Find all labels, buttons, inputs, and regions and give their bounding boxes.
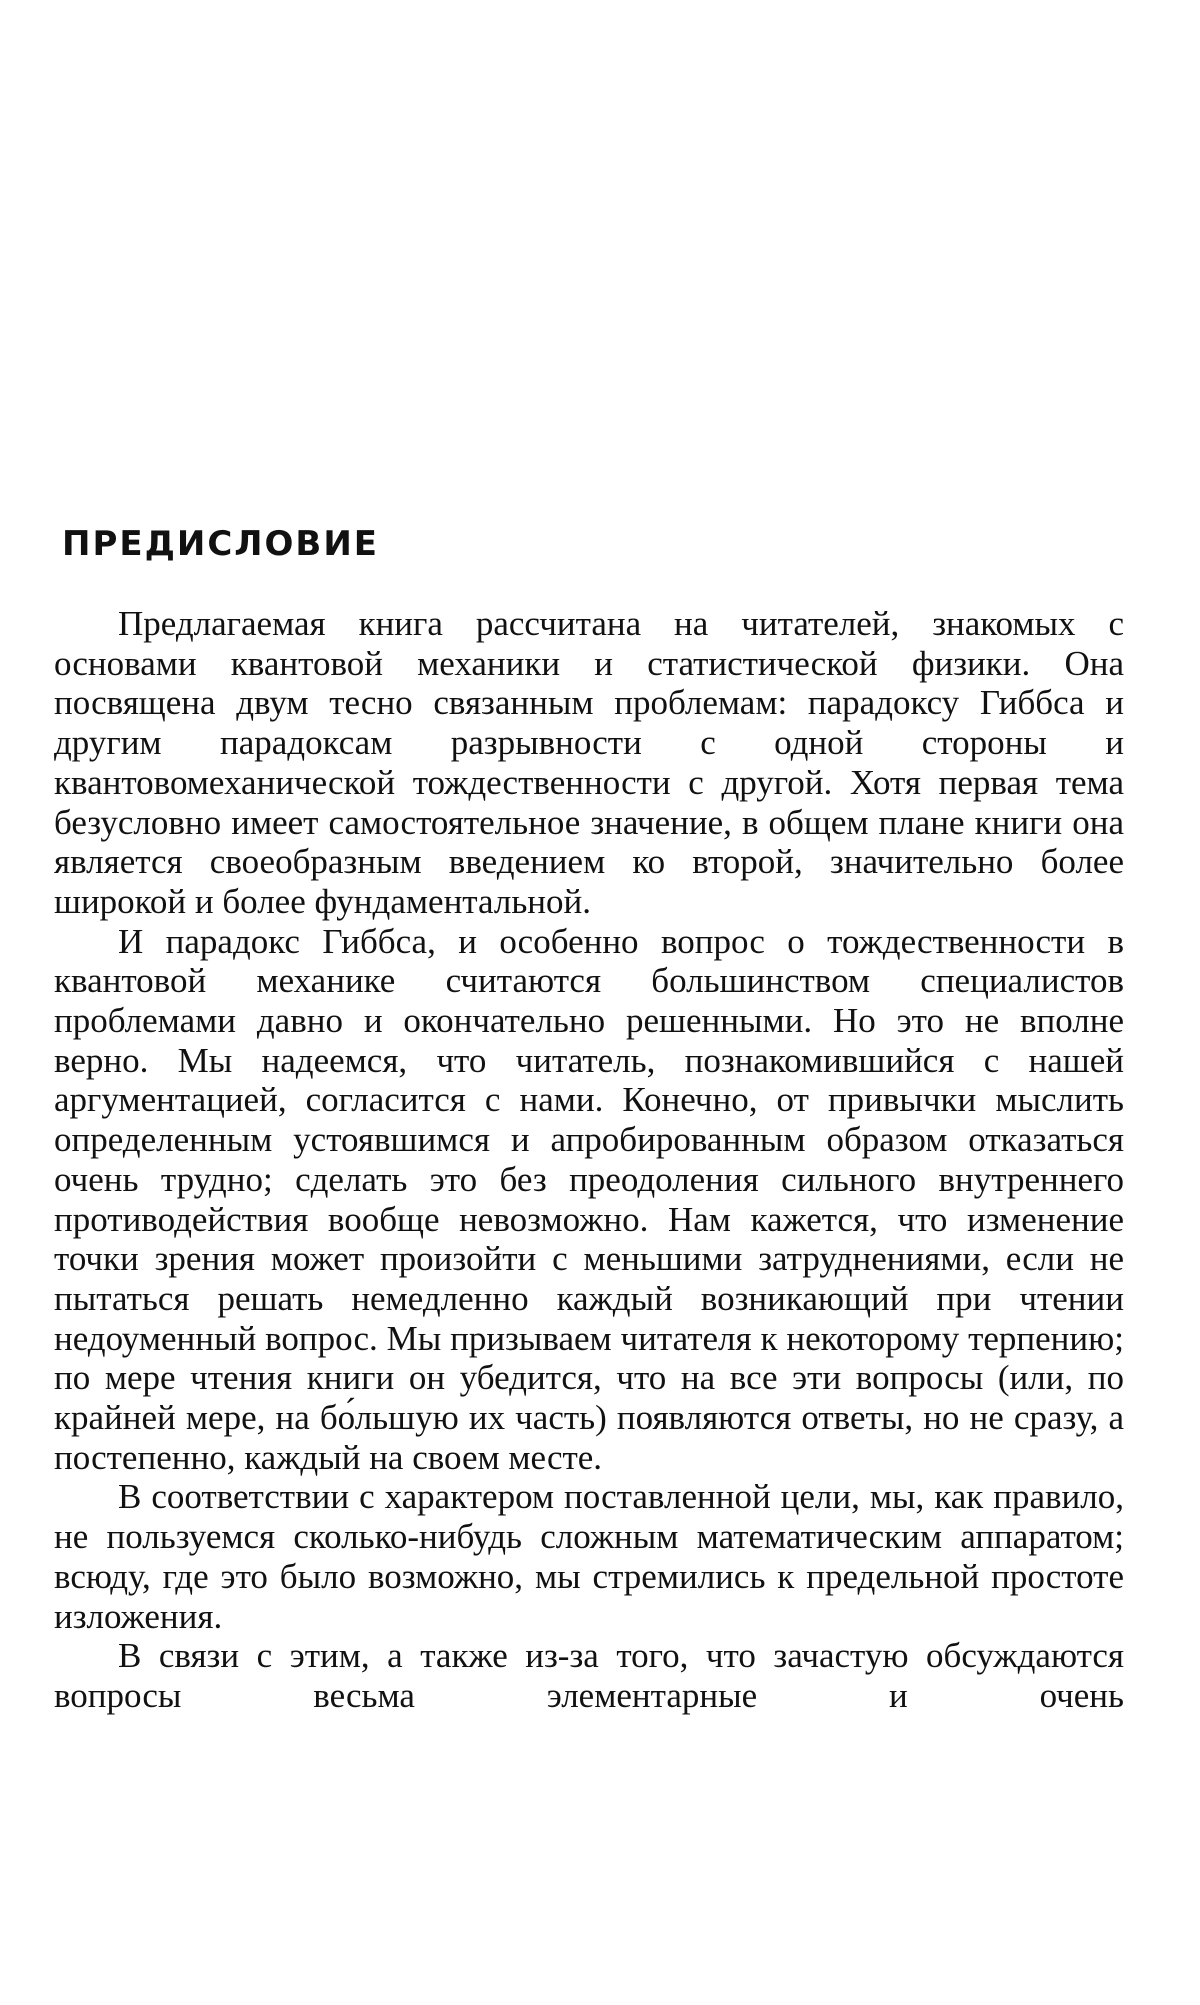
paragraph-3: В соответствии с характером поставленной цели, мы, как правило, не пользуемся сколько-нибудь сложным математическим аппаратом; всюду, где это было возможно, мы стремились к предельной простоте изложения. [54, 1477, 1124, 1636]
body-text [54, 604, 1124, 1716]
paragraph-2: И парадокс Гиббса, и особенно вопрос о тождественности в квантовой механике считаются большинством специалистов проблемами давно и окончательно решенными. Но это не вполне верно. Мы надеемся, что читатель, познакомившийся с нашей аргументацией, согласится с нами. Конечно, от привычки мыслить определенным устоявшимся и апробированным образом отказаться очень трудно; сделать это без преодоления сильного внутреннего противодействия вообще невозможно. Нам кажется, что изменение точки зрения может произойти с меньшими затруднениями, если не пытаться решать немедленно каждый возникающий при чтении недоуменный вопрос. Мы призываем читателя к некоторому терпению; по мере чтения книги он убедится, что на все эти вопросы (или, по крайней мере, на бо́льшую их часть) появляются ответы, но не сразу, а постепенно, каждый на своем месте. [54, 921, 1124, 1477]
paragraph-1: Предлагаемая книга рассчитана на читателей, знакомых с основами квантовой механики и статистической физики. Она посвящена двум тесно связанным проблемам: парадоксу Гиббса и другим парадоксам разрывности с одной стороны и квантовомеханической тождественности с другой. Хотя первая тема безусловно имеет самостоятельное значение, в общем плане книги она является своеобразным введением ко второй, значительно более широкой и более фундаментальной. [54, 604, 1124, 921]
paragraph-4: В связи с этим, а также из-за того, что зачастую обсуждаются вопросы весьма элементарные и очень [54, 1636, 1124, 1715]
page-heading: ПРЕДИСЛОВИЕ [62, 524, 380, 564]
